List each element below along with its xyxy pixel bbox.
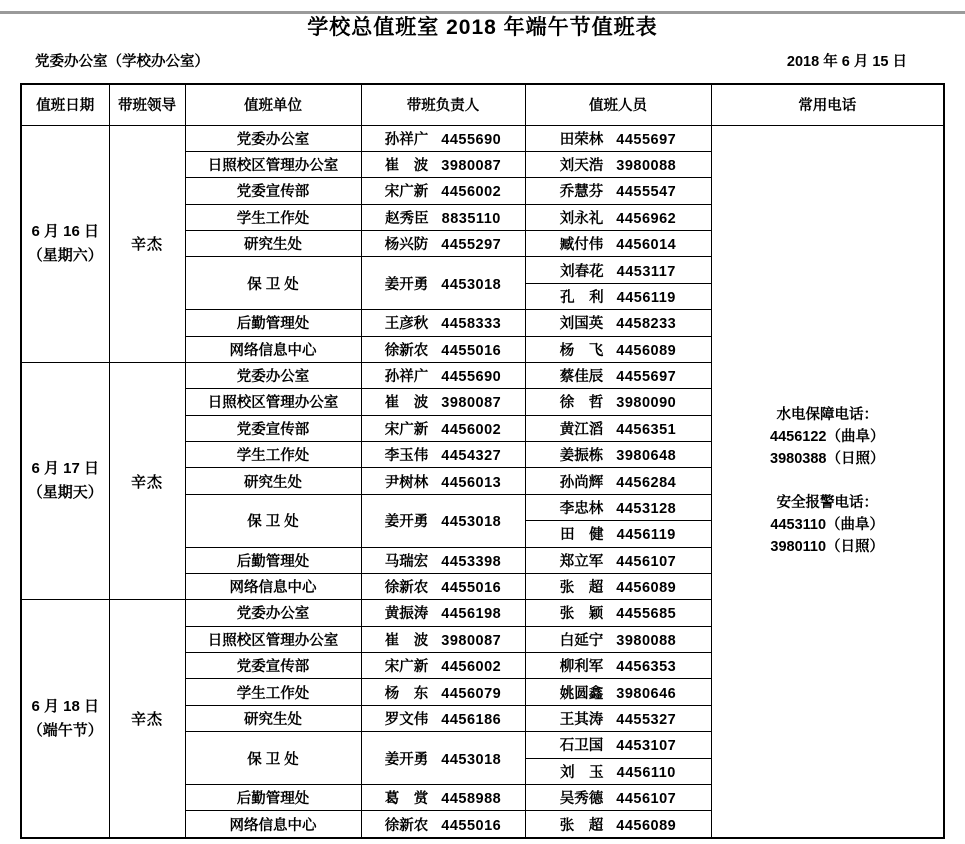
duty-weekday: （端午节） [27, 721, 103, 739]
top-scrollbar [0, 11, 965, 14]
staff-cell [525, 758, 711, 784]
subtitle-row [0, 50, 965, 71]
page-title: 学校总值班室 2018 年端午节值班表 [307, 16, 658, 39]
leader-cell [361, 600, 525, 626]
person-name: 刘天浩 [559, 158, 604, 175]
person-name: 崔 波 [384, 632, 429, 649]
person-phone: 4456119 [616, 289, 676, 306]
person-name: 姜振栋 [559, 448, 604, 465]
unit-cell: 研究生处 [185, 231, 361, 257]
staff-cell [525, 494, 711, 520]
col-header-duty-date: 值班日期 [21, 84, 109, 125]
staff-cell [525, 389, 711, 415]
person-name: 刘国英 [559, 316, 604, 333]
person-phone: 4455327 [616, 711, 677, 728]
leader-cell [361, 679, 525, 705]
person-phone: 4456110 [616, 764, 676, 781]
person-phone: 4455685 [616, 606, 677, 623]
phone-line: 3980388（日照） [770, 451, 885, 468]
person-name: 罗文伟 [384, 711, 429, 728]
person-name: 王其涛 [559, 711, 604, 728]
common-phones-cell [711, 125, 944, 838]
person-name: 孙祥广 [384, 131, 429, 148]
staff-cell [525, 705, 711, 731]
staff-cell [525, 547, 711, 573]
duty-date-cell [21, 600, 109, 838]
phone-line: 水电保障电话： [776, 407, 878, 424]
duty-date: 6 月 16 日 [31, 222, 100, 240]
duty-date-cell [21, 362, 109, 599]
person-phone: 4455016 [441, 580, 502, 597]
person-name: 杨 飞 [559, 342, 604, 359]
person-phone: 4453128 [616, 500, 677, 517]
person-phone: 4456353 [616, 659, 677, 676]
person-phone: 4456002 [441, 659, 502, 676]
issuing-office: 党委办公室（学校办公室） [35, 54, 209, 70]
staff-cell [525, 310, 711, 336]
person-phone: 4455697 [616, 369, 677, 386]
staff-cell [525, 732, 711, 758]
staff-cell [525, 151, 711, 177]
person-name: 郑立军 [559, 553, 604, 570]
person-name: 徐新农 [384, 817, 429, 834]
leader-cell [361, 573, 525, 599]
person-name: 徐新农 [384, 342, 429, 359]
unit-cell: 后勤管理处 [185, 310, 361, 336]
person-phone: 4455697 [616, 131, 677, 148]
person-phone: 4455016 [441, 342, 502, 359]
person-name: 葛 赏 [384, 791, 429, 808]
unit-cell: 日照校区管理办公室 [185, 151, 361, 177]
duty-leader-cell: 辛杰 [109, 362, 185, 599]
issue-date: 2018 年 6 月 15 日 [786, 54, 907, 70]
person-phone: 4455547 [616, 184, 677, 201]
unit-cell: 党委办公室 [185, 362, 361, 388]
leader-cell [361, 389, 525, 415]
person-name: 黄振涛 [384, 606, 429, 623]
person-name: 姚圆鑫 [559, 685, 604, 702]
col-header-duty-lead: 带班领导 [109, 84, 185, 125]
leader-cell [361, 653, 525, 679]
person-phone: 4453117 [616, 263, 676, 280]
staff-cell [525, 231, 711, 257]
person-phone: 3980088 [616, 158, 677, 175]
person-phone: 3980088 [616, 632, 677, 649]
phone-line: 安全报警电话： [776, 495, 878, 512]
person-name: 张 超 [559, 580, 604, 597]
unit-cell: 后勤管理处 [185, 784, 361, 810]
person-name: 李玉伟 [384, 448, 429, 465]
staff-cell [525, 600, 711, 626]
person-name: 张 颖 [559, 606, 604, 623]
person-name: 王彦秋 [384, 316, 429, 333]
leader-cell [361, 732, 525, 785]
person-phone: 4458233 [616, 316, 677, 333]
person-phone: 3980087 [441, 632, 502, 649]
person-name: 刘永礼 [559, 210, 604, 227]
leader-cell [361, 415, 525, 441]
person-phone: 4456014 [616, 237, 677, 254]
duty-leader-cell: 辛杰 [109, 600, 185, 838]
col-header-common-phones: 常用电话 [711, 84, 944, 125]
person-name: 黄江滔 [559, 421, 604, 438]
person-name: 白延宁 [559, 632, 604, 649]
person-name: 赵秀臣 [385, 210, 429, 227]
leader-cell [361, 784, 525, 810]
staff-cell [525, 573, 711, 599]
person-phone: 4456002 [441, 184, 502, 201]
leader-cell [361, 468, 525, 494]
staff-cell [525, 784, 711, 810]
person-name: 乔慧芬 [559, 184, 604, 201]
leader-cell [361, 125, 525, 151]
person-name: 孙祥广 [384, 369, 429, 386]
person-name: 蔡佳辰 [559, 369, 604, 386]
person-phone: 4455016 [441, 817, 502, 834]
unit-cell: 网络信息中心 [185, 336, 361, 362]
col-header-duty-unit: 值班单位 [185, 84, 361, 125]
unit-cell: 党委宣传部 [185, 415, 361, 441]
leader-cell [361, 336, 525, 362]
person-name: 李忠林 [559, 500, 604, 517]
person-name: 宋广新 [384, 184, 429, 201]
person-name: 吴秀德 [559, 791, 604, 808]
person-name: 刘 玉 [560, 764, 604, 781]
staff-cell [525, 521, 711, 547]
leader-cell [361, 151, 525, 177]
unit-cell: 学生工作处 [185, 204, 361, 230]
table-row [21, 125, 944, 151]
phone-line [770, 470, 884, 492]
unit-cell: 学生工作处 [185, 442, 361, 468]
person-phone: 4454327 [441, 448, 502, 465]
staff-cell [525, 362, 711, 388]
person-phone: 3980090 [616, 395, 677, 412]
person-name: 田 健 [560, 527, 604, 544]
staff-cell [525, 125, 711, 151]
person-name: 臧付伟 [559, 237, 604, 254]
person-name: 姜开勇 [384, 514, 429, 531]
phone-line: 4453110（曲阜） [770, 517, 885, 534]
duty-weekday: （星期天） [27, 484, 103, 502]
leader-cell [361, 442, 525, 468]
leader-cell [361, 811, 525, 838]
person-phone: 4453107 [616, 738, 677, 755]
person-name: 马瑞宏 [384, 553, 429, 570]
person-phone: 4453018 [441, 276, 502, 293]
person-name: 杨兴防 [384, 237, 429, 254]
staff-cell [525, 468, 711, 494]
col-header-duty-staff: 值班人员 [525, 84, 711, 125]
unit-cell: 党委宣传部 [185, 653, 361, 679]
person-phone: 4458988 [441, 791, 502, 808]
person-phone: 4453398 [441, 553, 502, 570]
person-phone: 4456186 [441, 711, 502, 728]
duty-weekday: （星期六） [27, 246, 103, 264]
unit-cell: 保 卫 处 [185, 494, 361, 547]
header-row [21, 84, 944, 125]
leader-cell [361, 362, 525, 388]
person-name: 徐 哲 [559, 395, 604, 412]
leader-cell [361, 231, 525, 257]
leader-cell [361, 705, 525, 731]
person-phone: 4456119 [616, 527, 676, 544]
person-phone: 4455690 [441, 131, 502, 148]
duty-leader-cell: 辛杰 [109, 125, 185, 362]
leader-cell [361, 494, 525, 547]
unit-cell: 党委宣传部 [185, 178, 361, 204]
staff-cell [525, 679, 711, 705]
staff-cell [525, 178, 711, 204]
staff-cell [525, 204, 711, 230]
person-name: 孙尚辉 [559, 474, 604, 491]
duty-date-cell [21, 125, 109, 362]
leader-cell [361, 178, 525, 204]
person-phone: 3980087 [441, 395, 502, 412]
unit-cell: 研究生处 [185, 705, 361, 731]
person-phone: 4456962 [616, 210, 677, 227]
person-phone: 3980087 [441, 158, 502, 175]
person-phone: 4456351 [616, 421, 677, 438]
staff-cell [525, 653, 711, 679]
person-name: 宋广新 [384, 659, 429, 676]
common-phones-block [770, 404, 884, 558]
person-phone: 3980648 [616, 448, 677, 465]
staff-cell [525, 442, 711, 468]
unit-cell: 网络信息中心 [185, 811, 361, 838]
phone-line: 3980110（日照） [770, 539, 885, 556]
person-name: 田荣林 [559, 131, 604, 148]
unit-cell: 党委办公室 [185, 600, 361, 626]
person-name: 杨 东 [384, 685, 429, 702]
duty-date: 6 月 17 日 [31, 460, 100, 478]
unit-cell: 网络信息中心 [185, 573, 361, 599]
person-phone: 8835110 [441, 210, 501, 227]
person-name: 柳利军 [559, 659, 604, 676]
person-name: 徐新农 [384, 580, 429, 597]
person-phone: 4456107 [616, 553, 677, 570]
unit-cell: 党委办公室 [185, 125, 361, 151]
unit-cell: 日照校区管理办公室 [185, 389, 361, 415]
unit-cell: 保 卫 处 [185, 732, 361, 785]
duty-date: 6 月 18 日 [31, 697, 100, 715]
duty-roster-table [20, 83, 945, 839]
person-name: 张 超 [559, 817, 604, 834]
leader-cell [361, 310, 525, 336]
unit-cell: 学生工作处 [185, 679, 361, 705]
staff-cell [525, 415, 711, 441]
staff-cell [525, 336, 711, 362]
phone-line: 4456122（曲阜） [770, 429, 885, 446]
person-name: 姜开勇 [384, 751, 429, 768]
person-phone: 4456089 [616, 817, 677, 834]
staff-cell [525, 626, 711, 652]
staff-cell [525, 257, 711, 283]
unit-cell: 保 卫 处 [185, 257, 361, 310]
person-name: 崔 波 [384, 395, 429, 412]
person-name: 姜开勇 [384, 276, 429, 293]
person-phone: 4456198 [441, 606, 502, 623]
person-phone: 4456107 [616, 791, 677, 808]
unit-cell: 后勤管理处 [185, 547, 361, 573]
col-header-unit-leader: 带班负责人 [361, 84, 525, 125]
person-phone: 4455297 [441, 237, 502, 254]
person-phone: 4456002 [441, 421, 502, 438]
person-name: 孔 利 [560, 289, 604, 306]
person-phone: 4456089 [616, 342, 677, 359]
unit-cell: 日照校区管理办公室 [185, 626, 361, 652]
person-name: 尹树林 [384, 474, 429, 491]
person-phone: 4456013 [441, 474, 502, 491]
person-name: 刘春花 [560, 263, 604, 280]
person-phone: 4456079 [441, 685, 502, 702]
leader-cell [361, 204, 525, 230]
person-name: 石卫国 [559, 738, 604, 755]
person-phone: 4456089 [616, 580, 677, 597]
person-name: 宋广新 [384, 421, 429, 438]
person-phone: 4453018 [441, 751, 502, 768]
person-phone: 4456284 [616, 474, 677, 491]
leader-cell [361, 547, 525, 573]
leader-cell [361, 257, 525, 310]
person-phone: 4458333 [441, 316, 502, 333]
person-phone: 4455690 [441, 369, 502, 386]
leader-cell [361, 626, 525, 652]
person-name: 崔 波 [384, 158, 429, 175]
person-phone: 4453018 [441, 514, 502, 531]
person-phone: 3980646 [616, 685, 677, 702]
staff-cell [525, 283, 711, 309]
unit-cell: 研究生处 [185, 468, 361, 494]
staff-cell [525, 811, 711, 838]
